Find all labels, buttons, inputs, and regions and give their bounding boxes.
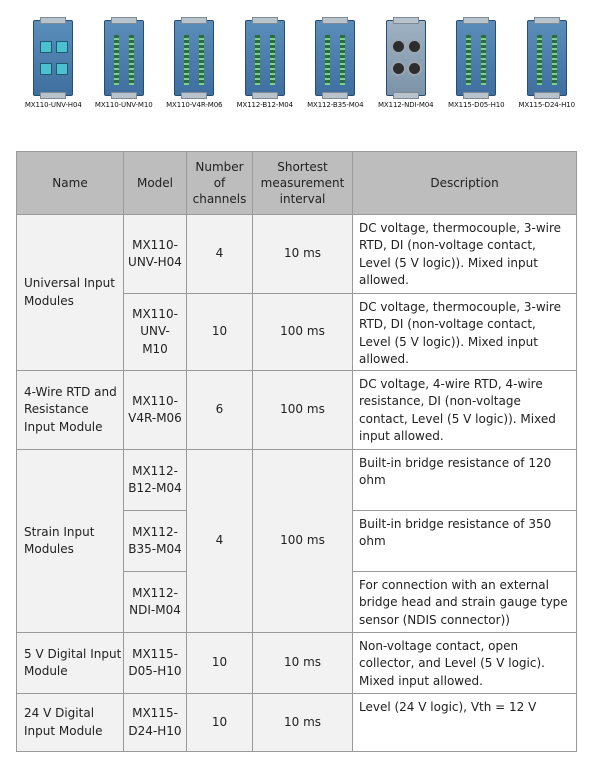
module-image <box>104 20 144 96</box>
interval-cell: 100 ms <box>253 371 353 450</box>
interval-cell: 100 ms <box>253 294 353 371</box>
description-cell: DC voltage, thermocouple, 3-wire RTD, DI (non-voltage contact, Level (5 V logic)). Mixed input allowed. <box>353 215 577 294</box>
module-image <box>315 20 355 96</box>
channels-cell: 10 <box>187 694 253 752</box>
model-cell: MX110-UNV-M10 <box>124 294 187 371</box>
table-row <box>17 633 577 694</box>
module-label: MX112-B35-M04 <box>307 101 364 109</box>
description-cell: Built-in bridge resistance of 350 ohm <box>353 511 577 572</box>
table-row <box>17 215 577 294</box>
group-name: Strain Input Modules <box>17 450 124 633</box>
group-name: 24 V Digital Input Module <box>17 694 124 752</box>
module-label: MX115-D24-H10 <box>518 101 575 109</box>
module-image <box>456 20 496 96</box>
model-cell: MX110-V4R-M06 <box>124 371 187 450</box>
module-card <box>159 16 230 122</box>
module-gallery <box>18 16 582 122</box>
header-model: Model <box>124 152 187 215</box>
model-cell: MX112-B12-M04 <box>124 450 187 511</box>
module-label: MX112-NDI-M04 <box>377 101 434 109</box>
channels-cell: 10 <box>187 633 253 694</box>
table-row <box>17 694 577 752</box>
group-name: Universal Input Modules <box>17 215 124 371</box>
group-name: 5 V Digital Input Module <box>17 633 124 694</box>
description-cell: DC voltage, thermocouple, 3-wire RTD, DI (non-voltage contact, Level (5 V logic)). Mixed input allowed. <box>353 294 577 371</box>
module-label: MX110-V4R-M06 <box>166 101 223 109</box>
module-card <box>371 16 442 122</box>
module-card <box>300 16 371 122</box>
module-image <box>33 20 73 96</box>
header-interval: Shortest measurement interval <box>253 152 353 215</box>
table-row <box>17 450 577 511</box>
module-image <box>527 20 567 96</box>
channels-cell: 6 <box>187 371 253 450</box>
module-label: MX110-UNV-H04 <box>24 101 82 109</box>
table-header-row <box>17 152 577 215</box>
module-image <box>386 20 426 96</box>
description-cell: Built-in bridge resistance of 120 ohm <box>353 450 577 511</box>
description-cell: Non-voltage contact, open collector, and Level (5 V logic). Mixed input allowed. <box>353 633 577 694</box>
model-cell: MX112-B35-M04 <box>124 511 187 572</box>
module-image <box>174 20 214 96</box>
module-card <box>512 16 583 122</box>
interval-cell: 10 ms <box>253 215 353 294</box>
module-card <box>441 16 512 122</box>
table-row <box>17 371 577 450</box>
interval-cell: 100 ms <box>253 450 353 633</box>
model-cell: MX115-D24-H10 <box>124 694 187 752</box>
model-cell: MX112-NDI-M04 <box>124 572 187 633</box>
module-label: MX115-D05-H10 <box>448 101 505 109</box>
module-label: MX110-UNV-M10 <box>94 101 153 109</box>
interval-cell: 10 ms <box>253 694 353 752</box>
model-cell: MX115-D05-H10 <box>124 633 187 694</box>
module-spec-table <box>16 151 577 752</box>
module-label: MX112-B12-M04 <box>236 101 293 109</box>
module-card <box>230 16 301 122</box>
module-card <box>18 16 89 122</box>
description-cell: Level (24 V logic), Vth = 12 V <box>353 694 577 752</box>
module-image <box>245 20 285 96</box>
model-cell: MX110-UNV-H04 <box>124 215 187 294</box>
description-cell: DC voltage, 4-wire RTD, 4-wire resistance, DI (non-voltage contact, Level (5 V logic)). Mixed input allowed. <box>353 371 577 450</box>
channels-cell: 4 <box>187 450 253 633</box>
description-cell: For connection with an external bridge head and strain gauge type sensor (NDIS connector)) <box>353 572 577 633</box>
group-name: 4-Wire RTD and Resistance Input Module <box>17 371 124 450</box>
header-name: Name <box>17 152 124 215</box>
module-card <box>89 16 160 122</box>
header-channels: Number of channels <box>187 152 253 215</box>
interval-cell: 10 ms <box>253 633 353 694</box>
channels-cell: 4 <box>187 215 253 294</box>
header-description: Description <box>353 152 577 215</box>
channels-cell: 10 <box>187 294 253 371</box>
